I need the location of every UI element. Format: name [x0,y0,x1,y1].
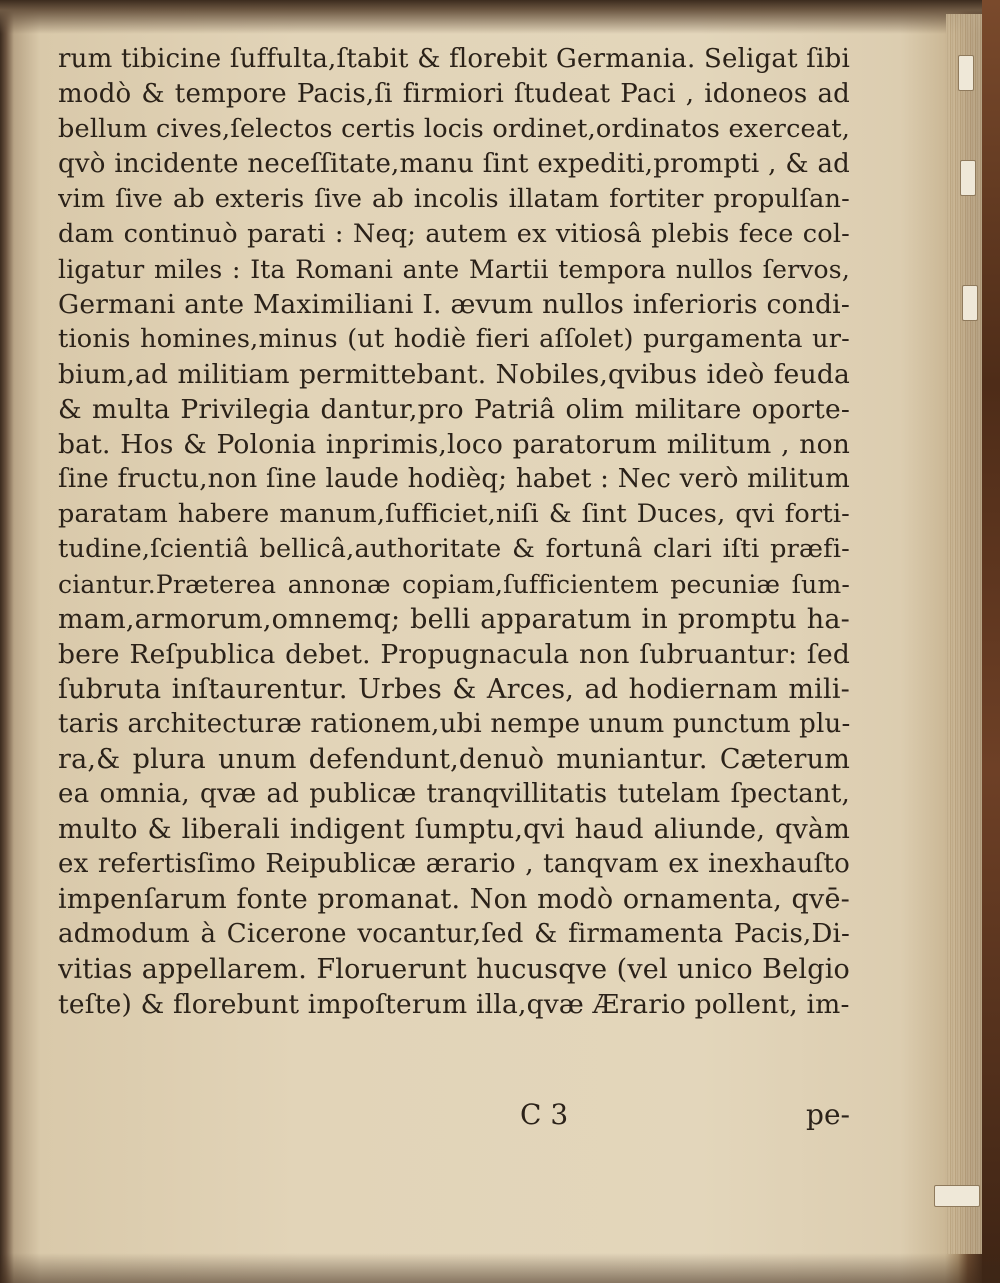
text-line: tudine,ſcientiâ bellicâ,authoritate & fortunâ clari iſti præfi- [58,534,850,564]
signature-mark: C 3 [520,1098,569,1131]
text-line: bat. Hos & Polonia inprimis,loco paratorum militum , non [58,429,850,460]
text-line: dam continuò parati : Neq; autem ex vitiosâ plebis fece col- [58,219,850,249]
text-line: impenſarum fonte promanat. Non modò ornamenta, qvē- [58,884,850,915]
text-line: qvò incidente neceſſitate,manu ſint expediti,prompti , & ad [58,149,850,179]
text-line: vim ſive ab exteris ſive ab incolis illatam fortiter propulſan- [58,184,850,214]
text-line: paratam habere manum,ſufficiet,niſi & ſint Duces, qvi forti- [58,499,850,529]
text-line: multo & liberali indigent ſumptu,qvi haud aliunde, qvàm [58,814,850,845]
text-line: modò & tempore Pacis,ſi firmiori ſtudeat Paci , idoneos ad [58,79,850,109]
top-edge-shadow [0,0,1000,34]
text-line: ciantur.Præterea annonæ copiam,ſufficientem pecuniæ ſum- [58,570,850,599]
bottom-shadow [0,1253,1000,1283]
page-footer [58,1098,850,1138]
text-line: vitias appellarem. Floruerunt hucusqve (vel unico Belgio [58,954,850,985]
text-line: tionis homines,minus (ut hodiè fieri aſſolet) purgamenta ur- [58,324,850,354]
text-line: ea omnia, qvæ ad publicæ tranqvillitatis tutelam ſpectant, [58,779,850,809]
page-tab [960,160,976,196]
text-line: taris architecturæ rationem,ubi nempe unum punctum plu- [58,709,850,739]
text-line: admodum à Cicerone vocantur,ſed & firmamenta Pacis,Di- [58,919,850,949]
text-line: ex refertisſimo Reipublicæ ærario , tanqvam ex inexhauſto [58,849,850,879]
text-line: rum tibicine ſuffulta,ſtabit & florebit Germania. Seligat ſibi [58,44,850,74]
text-line: ſubruta inſtaurentur. Urbes & Arces, ad hodiernam mili- [58,674,850,705]
text-line: Germani ante Maximiliani I. ævum nullos inferioris condi- [58,289,850,320]
page-tab [962,285,978,321]
text-line: bere Reſpublica debet. Propugnacula non ſubruantur: ſed [58,639,850,670]
page-edges [946,14,982,1254]
text-line: mam,armorum,omnemq; belli apparatum in promptu ha- [58,604,850,635]
text-line: bium,ad militiam permittebant. Nobiles,qvibus ideò feuda [58,359,850,390]
text-line: & multa Privilegia dantur,pro Patriâ olim militare oporte- [58,394,850,425]
text-line: bellum cives,ſelectos certis locis ordinet,ordinatos exerceat, [58,114,850,144]
page-tab [958,55,974,91]
catchword: pe- [806,1098,850,1131]
text-line: ligatur miles : Ita Romani ante Martii tempora nullos ſervos, [58,255,850,284]
page-tab [934,1185,980,1207]
text-line: teſte) & florebunt impoſterum illa,qvæ Ærario pollent, im- [58,989,850,1020]
binding-leather [982,0,1000,1283]
text-line: ra,& plura unum defendunt,denuò muniantur. Cæterum [58,744,850,775]
body-text [58,42,850,1022]
text-line: ſine fructu,non ſine laude hodièq; habet : Nec verò militum [58,464,850,494]
